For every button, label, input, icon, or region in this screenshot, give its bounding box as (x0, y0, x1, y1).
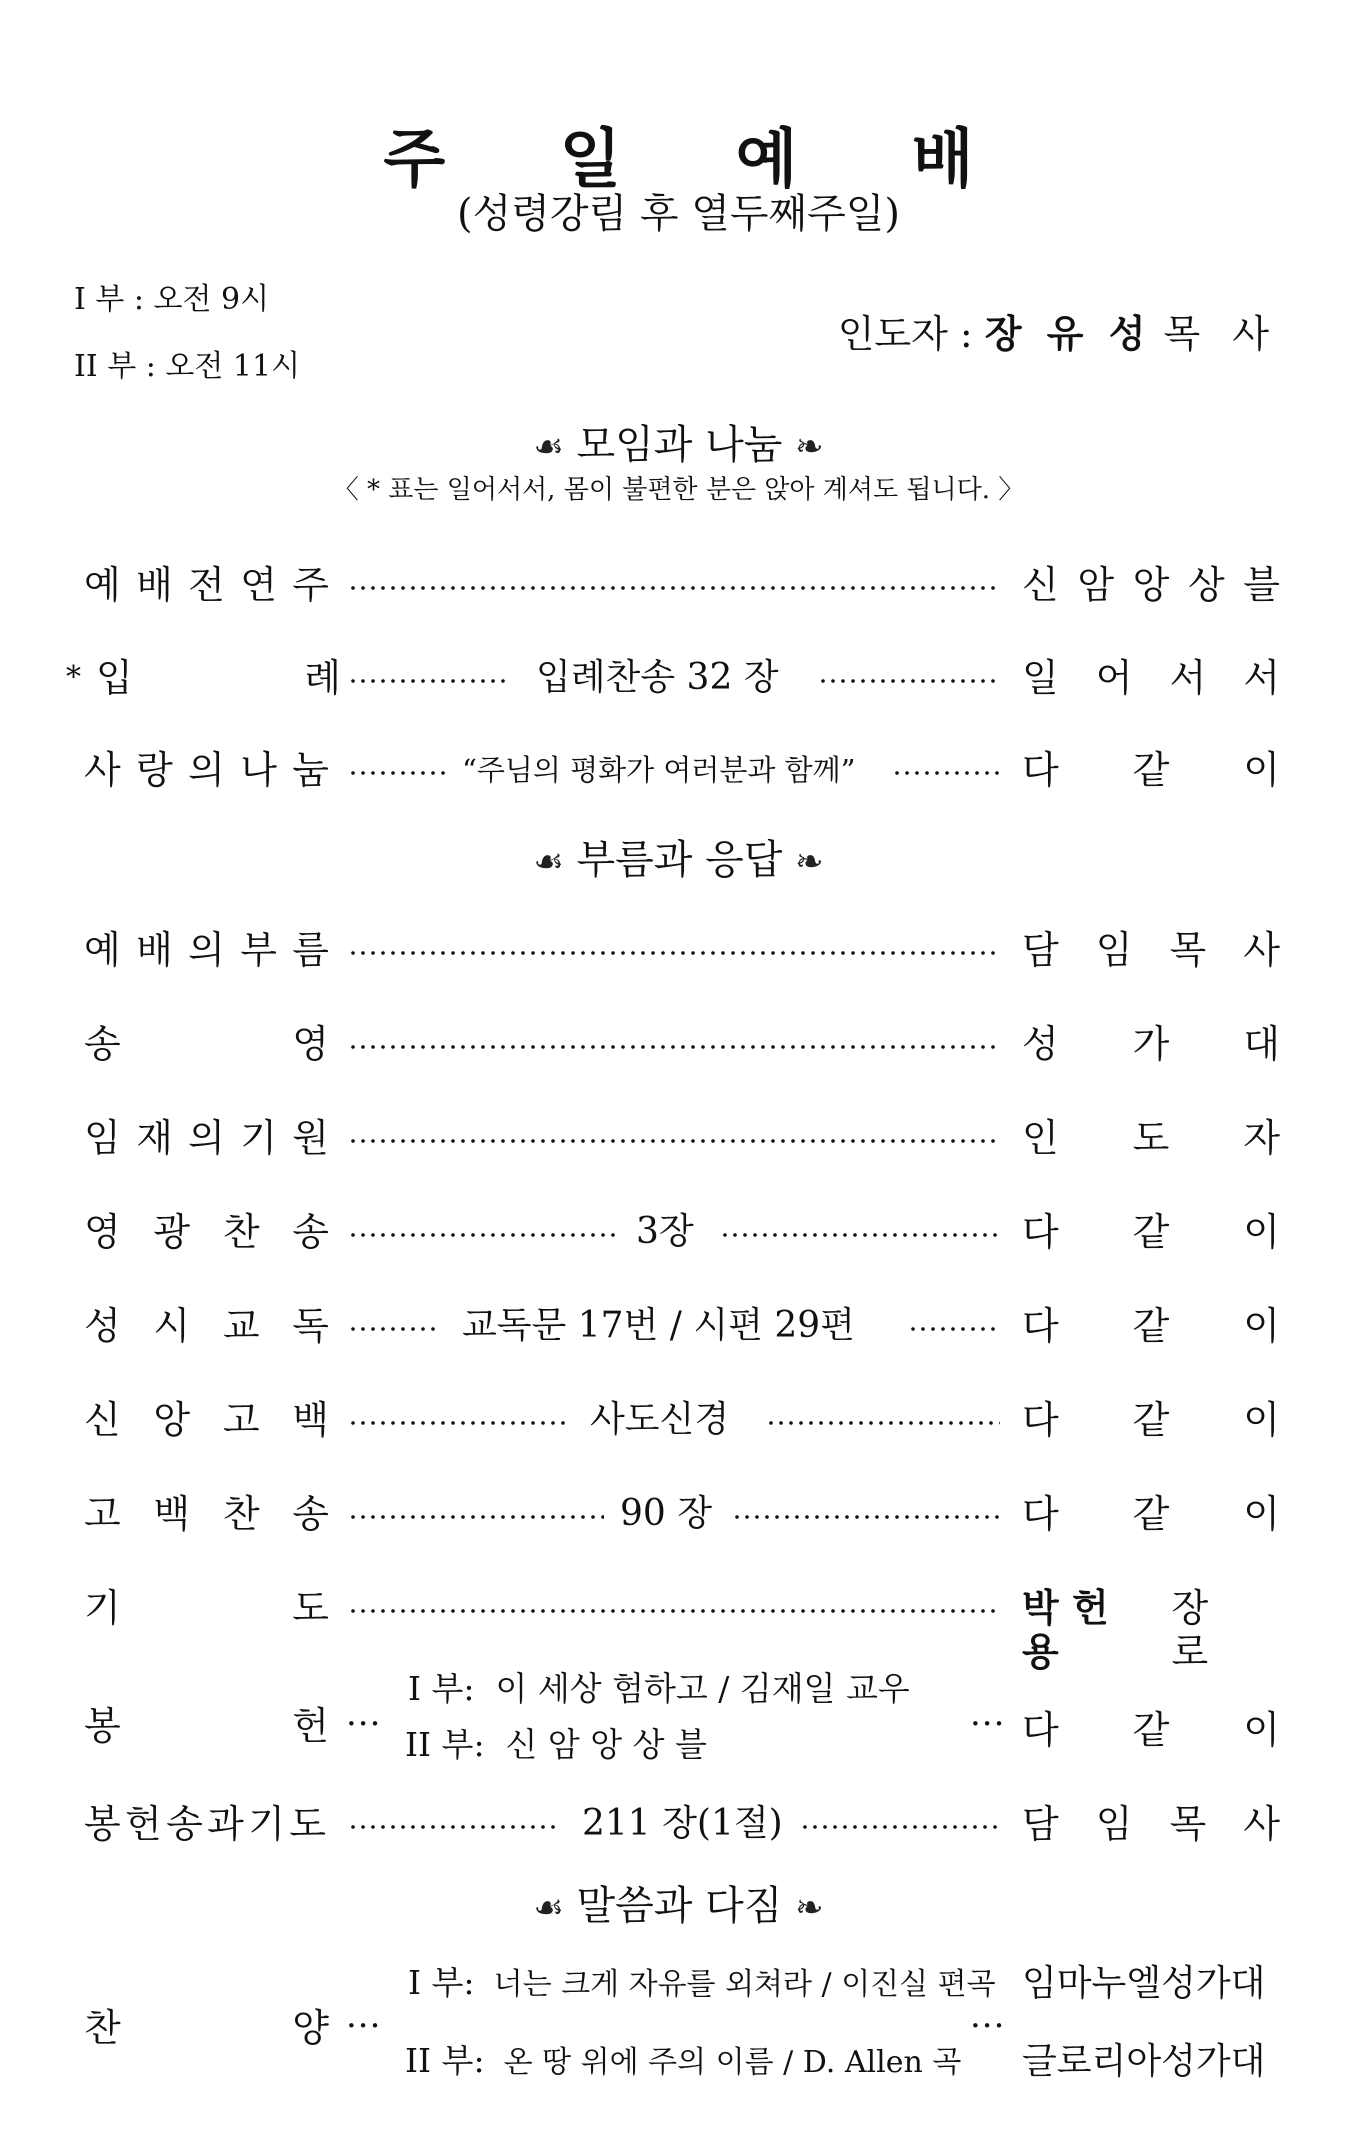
ornament-left-icon: ☙ (533, 427, 564, 467)
dot-leader (720, 1232, 1000, 1238)
item-label: 봉 헌 송 과 기 도 (84, 1802, 326, 1846)
item-detail: 3장 (636, 1211, 694, 1252)
item-performer: 다 같 이 (1022, 1708, 1280, 1752)
order-item-sharing (0, 740, 1357, 800)
order-item-offering-prayer (0, 1794, 1357, 1854)
item-label: 고 백 찬 송 (84, 1492, 329, 1536)
item-performer: 다 같 이 (1022, 1304, 1280, 1348)
item-performer: 다 같 이 (1022, 1492, 1280, 1536)
order-item-creed (0, 1390, 1357, 1450)
section-heading-gathering (0, 422, 1357, 468)
dot-leader (800, 1824, 1000, 1830)
dot-leader (348, 950, 1000, 956)
order-item-gloria (0, 1202, 1357, 1262)
item-performer: 인 도 자 (1022, 1116, 1280, 1160)
order-item-prelude (0, 555, 1357, 615)
ornament-left-icon: ☙ (533, 842, 564, 882)
order-item-call-to-worship (0, 920, 1357, 980)
standing-mark: * (66, 660, 81, 695)
dot-leader (892, 770, 1000, 776)
leader-name: 장 유 성 (984, 312, 1152, 356)
item-label: 임 재 의 기 원 (84, 1116, 329, 1160)
dot-leader (348, 1326, 440, 1332)
dot-leader (348, 678, 510, 684)
leader-title: 목 사 (1163, 312, 1279, 356)
section-title: 모임과 나눔 (576, 422, 783, 468)
offering-part-one: I 부: 이 세상 험하고 / 김재일 교우 (408, 1669, 910, 1708)
ornament-right-icon: ❧ (795, 1888, 824, 1928)
ellipsis: ··· (970, 1704, 1006, 1744)
order-item-entrance (0, 648, 1357, 708)
order-item-introit (0, 1014, 1357, 1074)
item-detail: 교독문 17번 / 시편 29편 (462, 1305, 855, 1346)
order-item-prayer (0, 1578, 1357, 1674)
section-heading-word (0, 1883, 1357, 1929)
anthem-part-one: I 부: 너는 크게 자유를 외쳐라 / 이진실 편곡 (408, 1963, 996, 2002)
dot-leader (818, 678, 1000, 684)
item-label: 영 광 찬 송 (84, 1210, 329, 1254)
item-label: 예 배 의 부 름 (84, 928, 329, 972)
item-performer: 담 임 목 사 (1022, 928, 1280, 972)
item-performer: 다 같 이 (1022, 1210, 1280, 1254)
item-label: 신 앙 고 백 (84, 1398, 329, 1442)
item-performer: 다 같 이 (1022, 748, 1280, 792)
dot-leader (348, 1514, 604, 1520)
order-item-anthem (0, 1956, 1357, 2086)
item-detail: 사도신경 (590, 1399, 730, 1440)
dot-leader (766, 1420, 1000, 1426)
order-item-invocation (0, 1108, 1357, 1168)
section-title: 부름과 응답 (576, 837, 783, 883)
item-detail: 90 장 (620, 1493, 713, 1534)
dot-leader (348, 770, 448, 776)
item-performer (1022, 1586, 1280, 1674)
item-label: 기 도 (84, 1586, 329, 1630)
anthem-part-two: II 부: 온 땅 위에 주의 이름 / D. Allen 곡 (405, 2041, 962, 2080)
dot-leader (348, 1420, 570, 1426)
order-item-confession-hymn (0, 1484, 1357, 1544)
item-label: 사 랑 의 나 눔 (84, 748, 329, 792)
dot-leader (732, 1514, 1000, 1520)
item-label: 찬 양 (84, 2006, 329, 2050)
page-subtitle: (성령강림 후 열두째주일) (456, 191, 901, 237)
anthem-choir-one: 임마누엘성가대 (1022, 1963, 1266, 2004)
item-performer: 성 가 대 (1022, 1022, 1280, 1066)
schedule-second: II 부 : 오전 11시 (74, 349, 301, 384)
item-detail: 211 장(1절) (582, 1803, 783, 1844)
schedule-first: I 부 : 오전 9시 (74, 282, 270, 317)
order-item-responsive-reading (0, 1296, 1357, 1356)
dot-leader (348, 585, 1000, 591)
item-performer: 일 어 서 서 (1022, 656, 1280, 700)
dot-leader (348, 1138, 1000, 1144)
offering-part-two: II 부: 신 암 앙 상 블 (405, 1725, 707, 1764)
item-performer: 다 같 이 (1022, 1398, 1280, 1442)
page-title: 주 일 예 배 (383, 123, 1020, 197)
dot-leader (348, 1044, 1000, 1050)
ornament-right-icon: ❧ (795, 427, 824, 467)
dot-leader (908, 1326, 1000, 1332)
item-label: 예 배 전 연 주 (84, 563, 329, 607)
ornament-left-icon: ☙ (533, 1888, 564, 1928)
item-label: 봉 헌 (84, 1704, 329, 1748)
dot-leader (348, 1232, 618, 1238)
item-performer: 담 임 목 사 (1022, 1802, 1280, 1846)
section-heading-call (0, 837, 1357, 883)
item-detail: 입례찬송 32 장 (536, 657, 779, 698)
performer-title: 장 로 (1171, 1586, 1217, 1674)
anthem-choir-two: 글로리아성가대 (1022, 2041, 1266, 2082)
ornament-right-icon: ❧ (795, 842, 824, 882)
dot-leader (348, 1824, 560, 1830)
ellipsis: ··· (346, 2006, 382, 2046)
order-item-offering (0, 1664, 1357, 1764)
item-detail: “주님의 평화가 여러분과 함께” (462, 753, 856, 787)
worship-leader (837, 312, 1279, 356)
section-note: 〈 * 표는 일어서서, 몸이 불편한 분은 앉아 계셔도 됩니다. 〉 (332, 475, 1025, 505)
item-label: 성 시 교 독 (84, 1304, 329, 1348)
dot-leader (348, 1608, 1000, 1614)
item-performer: 신 암 앙 상 블 (1022, 563, 1280, 607)
leader-label: 인도자 : (837, 312, 973, 356)
ellipsis: ··· (970, 2006, 1006, 2046)
ellipsis: ··· (346, 1704, 382, 1744)
performer-name: 박 헌 용 (1022, 1586, 1109, 1674)
item-label: 입 례 (96, 656, 341, 700)
item-label: 송 영 (84, 1022, 329, 1066)
section-title: 말씀과 다짐 (576, 1883, 783, 1929)
